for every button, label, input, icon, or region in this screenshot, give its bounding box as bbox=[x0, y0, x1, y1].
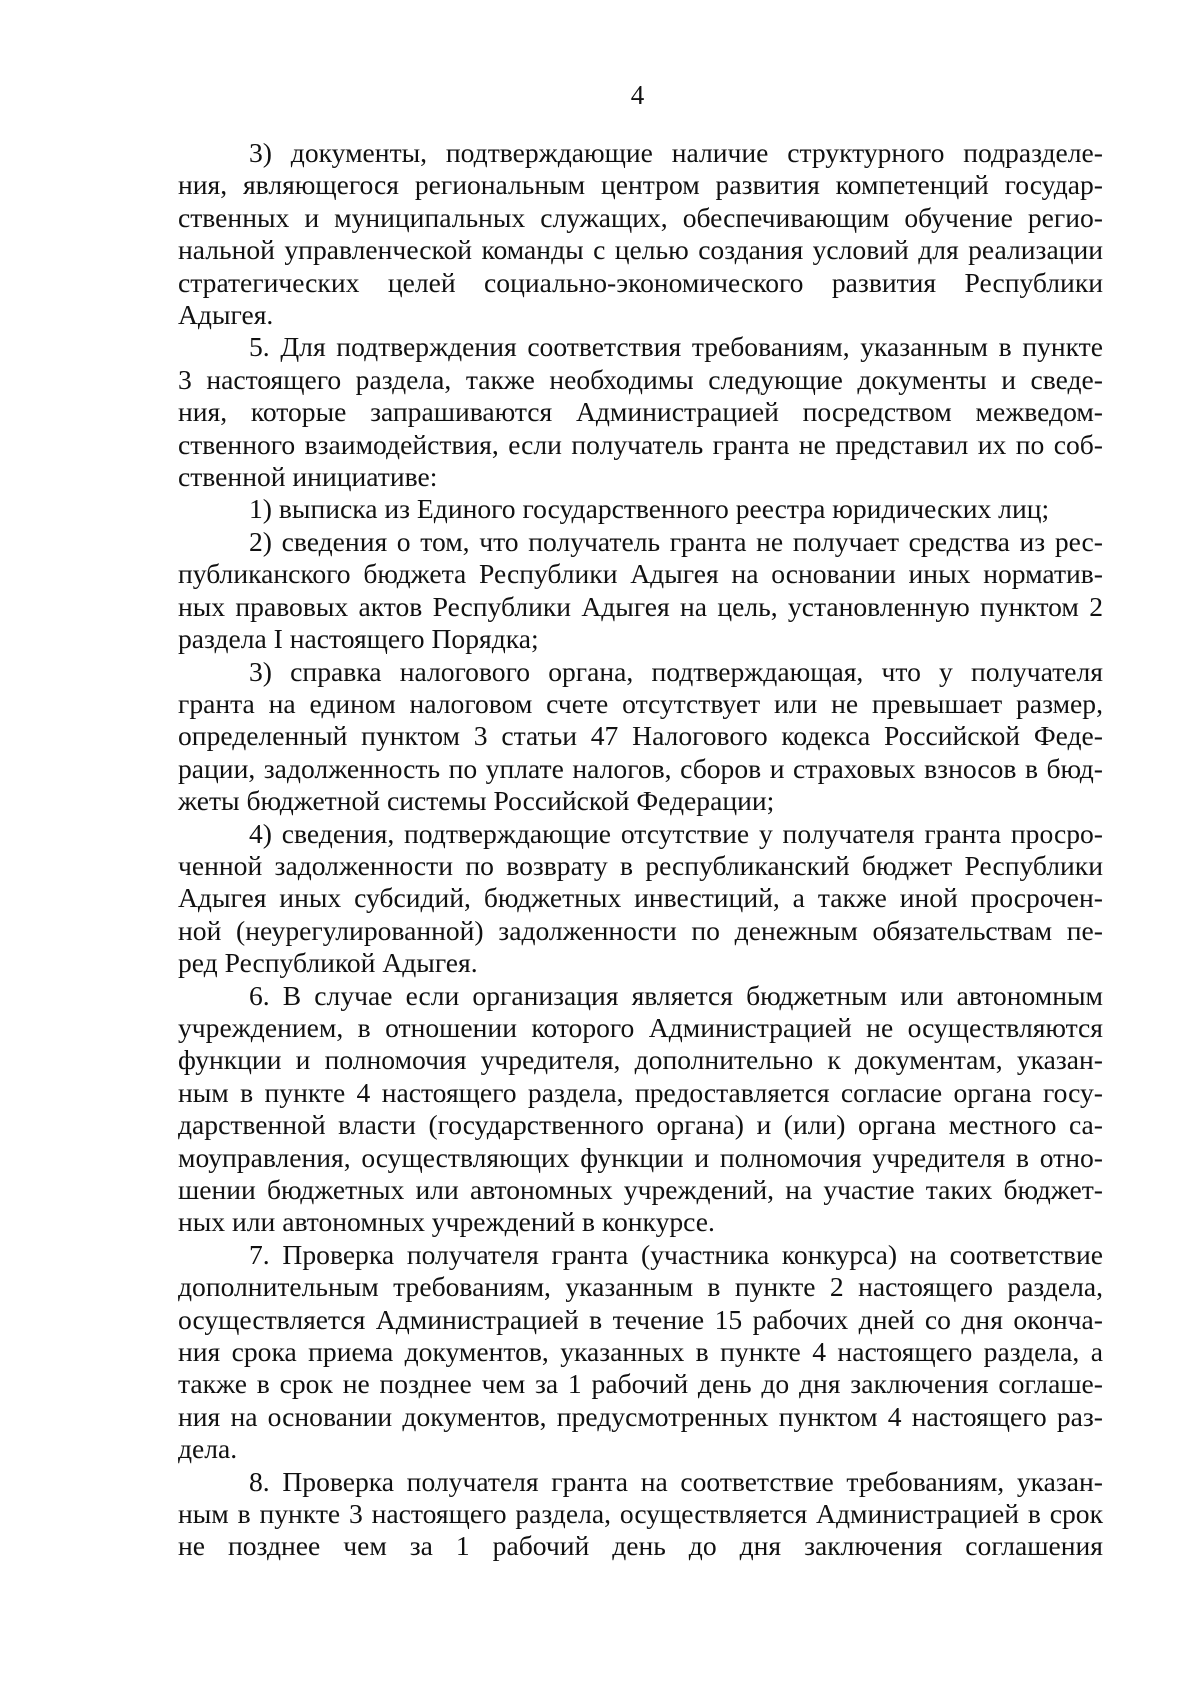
paragraph-line: нальной управленческой команды с целью создания условий для реализации bbox=[178, 234, 1103, 266]
paragraph-line: Адыгея иных субсидий, бюджетных инвестиций, а также иной просрочен- bbox=[178, 882, 1103, 914]
paragraph-line: функции и полномочия учредителя, дополнительно к документам, указан- bbox=[178, 1044, 1103, 1076]
paragraph-line: не позднее чем за 1 рабочий день до дня заключения соглашения bbox=[178, 1530, 1103, 1562]
paragraph-line: 1) выписка из Единого государственного реестра юридических лиц; bbox=[249, 493, 1050, 525]
page-number: 4 bbox=[630, 80, 645, 110]
paragraph-line: стратегических целей социально-экономического развития Республики bbox=[178, 266, 1103, 298]
paragraph-line: 5. Для подтверждения соответствия требованиям, указанным в пункте bbox=[249, 331, 1103, 363]
paragraph-line: ных правовых актов Республики Адыгея на цель, установленную пунктом 2 bbox=[178, 590, 1103, 622]
paragraph bbox=[178, 526, 1103, 656]
paragraph-line: гранта на едином налоговом счете отсутствует или не превышает размер, bbox=[178, 687, 1103, 719]
paragraph-line: ственного взаимодействия, если получатель гранта не представил их по соб- bbox=[178, 428, 1103, 460]
paragraph bbox=[178, 980, 1103, 1239]
paragraph bbox=[178, 656, 1103, 818]
paragraph-line: 6. В случае если организация является бюджетным или автономным bbox=[249, 979, 1103, 1011]
paragraph-line: Адыгея. bbox=[178, 299, 274, 331]
document-body bbox=[178, 137, 1103, 1563]
paragraph-line: также в срок не позднее чем за 1 рабочий день до дня заключения соглаше- bbox=[178, 1368, 1103, 1400]
paragraph-line: жеты бюджетной системы Российской Федерации; bbox=[178, 785, 775, 817]
paragraph bbox=[178, 137, 1103, 331]
paragraph-line: осуществляется Администрацией в течение 15 рабочих дней со дня оконча- bbox=[178, 1303, 1103, 1335]
paragraph-line: дополнительным требованиям, указанным в пункте 2 настоящего раздела, bbox=[178, 1271, 1103, 1303]
paragraph-line: ных или автономных учреждений в конкурсе. bbox=[178, 1206, 715, 1238]
paragraph bbox=[178, 818, 1103, 980]
paragraph-line: шении бюджетных или автономных учреждений, на участие таких бюджет- bbox=[178, 1174, 1103, 1205]
paragraph-line: определенный пунктом 3 статьи 47 Налогового кодекса Российской Феде- bbox=[178, 720, 1103, 752]
paragraph-line: моуправления, осуществляющих функции и полномочия учредителя в отно- bbox=[178, 1141, 1103, 1173]
paragraph bbox=[178, 1466, 1103, 1563]
paragraph-line: ния, являющегося региональным центром развития компетенций государ- bbox=[178, 169, 1103, 201]
paragraph-line: публиканского бюджета Республики Адыгея на основании иных норматив- bbox=[178, 558, 1103, 590]
paragraph bbox=[178, 1239, 1103, 1466]
paragraph bbox=[178, 493, 1103, 525]
paragraph-line: ным в пункте 3 настоящего раздела, осуществляется Администрацией в срок bbox=[178, 1498, 1103, 1530]
paragraph-line: ченной задолженности по возврату в республиканский бюджет Республики bbox=[178, 849, 1103, 881]
paragraph-line: ным в пункте 4 настоящего раздела, предоставляется согласие органа госу- bbox=[178, 1076, 1103, 1108]
paragraph-line: 3 настоящего раздела, также необходимы следующие документы и сведе- bbox=[178, 363, 1103, 395]
paragraph-line: ред Республикой Адыгея. bbox=[178, 947, 478, 979]
paragraph-line: ной (неурегулированной) задолженности по денежным обязательствам пе- bbox=[178, 914, 1103, 946]
paragraph-line: дела. bbox=[178, 1433, 238, 1465]
paragraph-line: 7. Проверка получателя гранта (участника конкурса) на соответствие bbox=[249, 1238, 1103, 1270]
paragraph-line: ния, которые запрашиваются Администрацией посредством межведом- bbox=[178, 396, 1103, 428]
paragraph-line: дарственной власти (государственного органа) и (или) органа местного са- bbox=[178, 1109, 1103, 1141]
paragraph-line: учреждением, в отношении которого Администрацией не осуществляются bbox=[178, 1011, 1103, 1043]
paragraph-line: 2) сведения о том, что получатель гранта не получает средства из рес- bbox=[249, 525, 1103, 557]
paragraph-line: ственной инициативе: bbox=[178, 461, 438, 493]
paragraph-line: 3) документы, подтверждающие наличие структурного подразделе- bbox=[249, 137, 1103, 168]
paragraph-line: ственных и муниципальных служащих, обеспечивающим обучение регио- bbox=[178, 201, 1103, 233]
paragraph-line: 4) сведения, подтверждающие отсутствие у получателя гранта просро- bbox=[249, 817, 1103, 849]
paragraph-line: рации, задолженность по уплате налогов, сборов и страховых взносов в бюд- bbox=[178, 752, 1103, 784]
paragraph-line: раздела I настоящего Порядка; bbox=[178, 623, 539, 655]
paragraph-line: 3) справка налогового органа, подтверждающая, что у получателя bbox=[249, 655, 1103, 687]
paragraph-line: ния срока приема документов, указанных в пункте 4 настоящего раздела, а bbox=[178, 1336, 1103, 1368]
paragraph bbox=[178, 331, 1103, 493]
paragraph-line: ния на основании документов, предусмотренных пунктом 4 настоящего раз- bbox=[178, 1400, 1103, 1432]
paragraph-line: 8. Проверка получателя гранта на соответствие требованиям, указан- bbox=[249, 1465, 1103, 1497]
